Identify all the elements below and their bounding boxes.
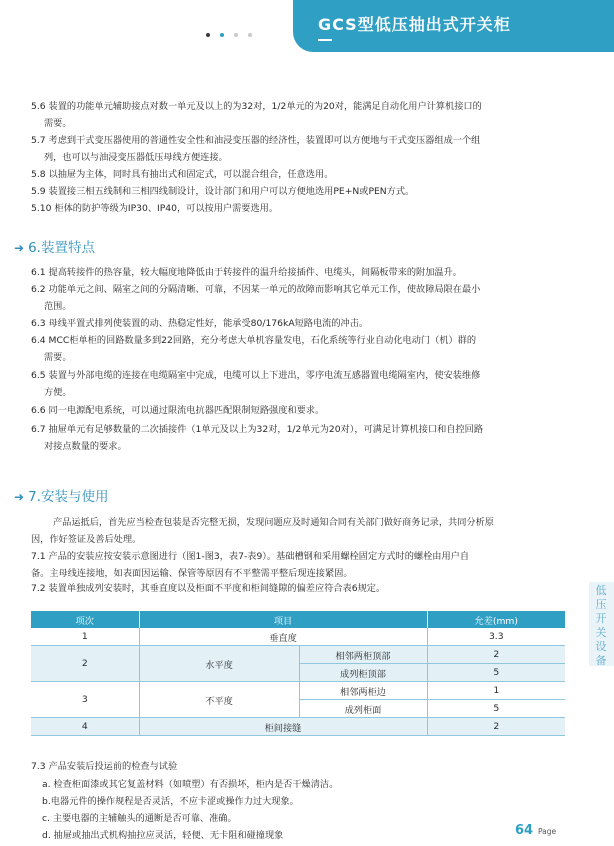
list-item: 6.7 抽屉单元有足够数量的二次插接件（1单元及以上为32对，1/2单元为20对），可满足计算机接口和自控回路 对接点数量的要求。 xyxy=(31,424,484,452)
list-item: 6.6 同一电源配电系统，可以通过限流电抗器匹配限制短路强度和要求。 xyxy=(31,405,325,416)
pagination-dot xyxy=(248,33,252,37)
page-number: 64 xyxy=(515,823,534,838)
subsection-heading: 7.3 产品安装后投运前的检查与试验 xyxy=(31,761,178,772)
page-word: Page xyxy=(538,827,557,836)
section-heading: ➜ 6.装置特点 xyxy=(14,240,95,256)
list-item: c. 主要电器的主辅触头的通断是否可靠、准确。 xyxy=(42,813,237,824)
pagination-dot-active xyxy=(220,33,224,37)
list-item: 6.4 MCC柜单柜的回路数量多到22回路，充分考虑大单机容量发电，石化系统等行业自动化电动门（机）群的 需要。 xyxy=(31,335,477,363)
list-item: 6.2 功能单元之间、隔室之间的分隔清晰、可靠，不因某一单元的故障而影响其它单元工作，使故障局限在最小 范围。 xyxy=(31,284,481,312)
table-row: 成列柜顶部 5 xyxy=(31,664,565,682)
table-header-row xyxy=(31,611,565,628)
list-item: 6.3 母线平置式排列使装置的动、热稳定性好，能承受80/176kA短路电流的冲击。 xyxy=(31,318,369,329)
list-item: 5.8 以抽屉为主体，同时具有抽出式和固定式，可以混合组合，任意选用。 xyxy=(31,169,334,180)
list-item: 5.6 装置的功能单元辅助接点对数一单元及以上的为32对，1/2单元的为20对，能满足自动化用户计算机接口的 需要。 xyxy=(31,101,482,129)
table-row: 3 不平度 相邻两柜边 1 xyxy=(31,682,565,700)
table-row: 4 柜间接缝 2 xyxy=(31,718,565,736)
list-item: 6.5 装置与外部电缆的连接在电缆隔室中完成，电缆可以上下进出，零序电流互感器置电缆隔室内，使安装维修 方便。 xyxy=(31,370,481,398)
list-item: 6.1 提高转接件的热容量，较大幅度地降低由于转接件的温升给接插件、电缆头，间隔板带来的附加温升。 xyxy=(31,267,462,278)
list-item: b.电器元件的操作规程是否灵活，不应卡涩或操作力过大现象。 xyxy=(42,796,299,807)
section-heading: ➜ 7.安装与使用 xyxy=(14,489,109,505)
pagination-dot xyxy=(206,33,210,37)
header-item: 项目 xyxy=(139,611,427,628)
intro-paragraph: 产品运抵后，首先应当检查包装是否完整无损，发现问题应及时通知合同有关部门做好商务记录，共同分析原 因，作好签证及善后处理。 xyxy=(31,517,494,545)
list-item: d. 抽屉或抽出式机构抽拉应灵活，轻便、无卡阻和碰撞现象 xyxy=(42,830,284,841)
list-item: 5.7 考虑到干式变压器使用的普通性安全性和油浸变压器的经济性，装置即可以方便地与干式变压器组成一个组 列，也可以与油浸变压器低压母线方便连接。 xyxy=(31,135,481,163)
header-no: 项次 xyxy=(31,611,139,628)
header-tolerance: 允差(mm) xyxy=(427,611,565,628)
arrow-right-icon: ➜ xyxy=(14,490,25,504)
pagination-dots xyxy=(206,33,252,37)
page-title: GCS型低压抽出式开关柜 xyxy=(318,15,511,34)
arrow-right-icon: ➜ xyxy=(14,241,25,255)
tolerance-table xyxy=(31,611,565,736)
pagination-dot xyxy=(234,33,238,37)
table-row: 成列柜面 5 xyxy=(31,700,565,718)
list-item: a. 检查柜面漆或其它复盖材料（如喷塑）有否损坏，柜内是否干燥清洁。 xyxy=(42,779,339,790)
paragraph-7-1: 7.1 产品的安装应按安装示意图进行（图1-图3，表7-表9）。基础槽钢和采用螺栓固定方式时的螺栓由用户自 备。主母线连接地，如表面因运输、保管等原因有不平整需平整后现连接紧固。 xyxy=(31,551,470,579)
list-item: 5.9 装置接三相五线制和三相四线制设计，设计部门和用户可以方便地选用PE+N或PEN方式。 xyxy=(31,186,415,197)
table-row: 1 垂直度 3.3 xyxy=(31,628,565,646)
list-item: 5.10 柜体的防护等级为IP30、IP40，可以按用户需要选用。 xyxy=(31,203,279,214)
table-row: 2 水平度 相邻两柜顶部 2 xyxy=(31,646,565,664)
side-tab-label: 低压开关设备 xyxy=(595,584,607,667)
title-underline xyxy=(318,39,332,41)
paragraph-7-2: 7.2 装置单独成列安装时，其垂直度以及柜面不平度和柜间缝隙的偏差应符合表6规定。 xyxy=(31,583,386,594)
